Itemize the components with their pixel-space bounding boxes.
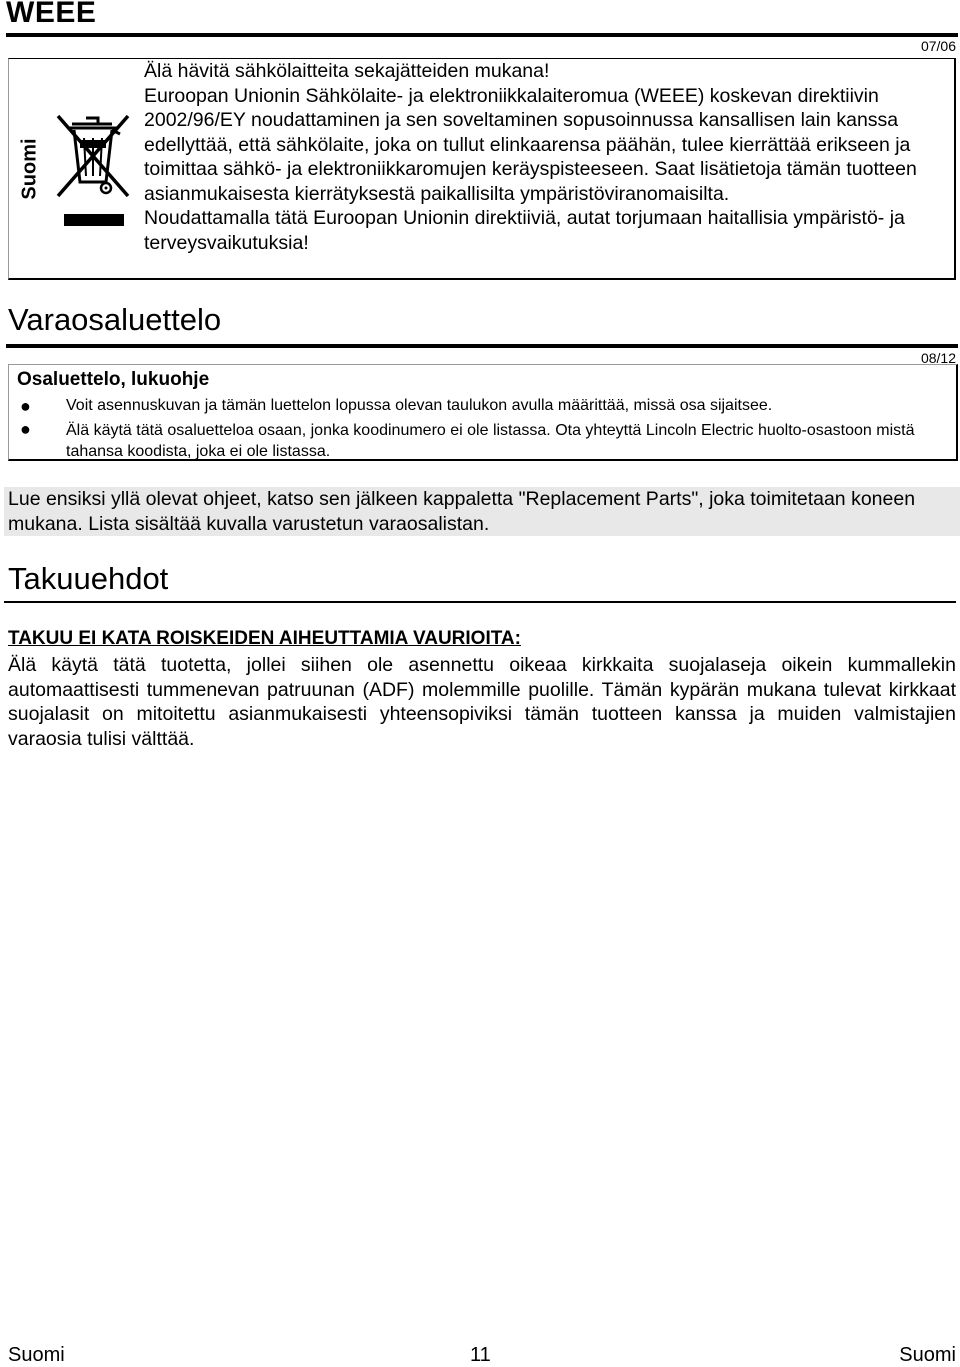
warranty-subheading: TAKUU EI KATA ROISKEIDEN AIHEUTTAMIA VAURIOITA:: [8, 628, 521, 649]
language-side-tab: [8, 58, 52, 280]
warranty-body-text: Älä käytä tätä tuotetta, jollei siihen ole asennettu oikeaa kirkkaita suojalaseja oikein kummallekin automaattisesti tummenevan patruunan (ADF) molemmille puolille. Tämän kypärän mukana tulevat kirkkaat suojalasit on mitoitettu asianmukaisesti yhteensopiviksi tämän tuotteen kanssa ja muiden valmistajien varaosia tulisi välttää.: [8, 654, 956, 751]
parts-instructions-title: Osaluettelo, lukuohje: [17, 369, 210, 390]
parts-note-text: Lue ensiksi yllä olevat ohjeet, katso sen jälkeen kappaletta "Replacement Parts", joka toimitetaan koneen mukana. Lista sisältää kuvalla varustetun varaosalistan.: [8, 488, 916, 535]
footer-language-left: Suomi: [8, 1344, 65, 1366]
warranty-heading: Takuuehdot: [8, 561, 169, 596]
warranty-heading-rule: [4, 601, 956, 603]
weee-paragraph-1: Älä hävitä sähkölaitteita sekajätteiden mukana!: [144, 60, 550, 82]
footer-language-right: Suomi: [899, 1344, 956, 1366]
parts-heading-rule: [6, 344, 958, 348]
bullet-dot-icon: ●: [20, 419, 31, 439]
language-side-label: Suomi: [18, 138, 41, 200]
weee-notice-text: [144, 59, 944, 255]
parts-list-heading: Varaosaluettelo: [8, 302, 222, 337]
crossed-out-wheelie-bin-icon: [54, 104, 132, 234]
parts-instruction-item: Voit asennuskuvan ja tämän luettelon lopussa olevan taulukon avulla määrittää, missä osa sijaitsee.: [66, 397, 773, 414]
weee-heading: WEEE: [6, 0, 97, 29]
footer-page-number: 11: [470, 1344, 491, 1366]
parts-instruction-item: Älä käytä tätä osaluetteloa osaan, jonka koodinumero ei ole listassa. Ota yhteyttä Lincoln Electric huolto-osastoon mistä tahansa koodista, joka ei ole listassa.: [66, 422, 915, 460]
weee-heading-rule: [6, 33, 958, 37]
parts-revision-date: 08/12: [920, 350, 956, 366]
bullet-dot-icon: ●: [20, 396, 31, 416]
weee-revision-date: 07/06: [920, 38, 956, 54]
weee-paragraph-3: Noudattamalla tätä Euroopan Unionin direktiiviä, autat torjumaan haitallisia ympäristö- ja terveysvaikutuksia!: [144, 207, 905, 254]
weee-paragraph-2: Euroopan Unionin Sähkölaite- ja elektroniikkalaiteromua (WEEE) koskevan direktiivin 2002/96/EY noudattaminen ja sen soveltaminen sopusoinnussa kansallisen lain kanssa edellyttää, että sähkölaite, joka on tullut elinkaarensa päähän, tulee kierrättää erikseen ja toimittaa sähkö- ja elektroniikkaromujen keräyspisteeseen. Saat lisätietoja tämän tuotteen asianmukaisesta kierrätyksestä paikallisilta ympäristöviranomaisilta.: [144, 84, 917, 205]
